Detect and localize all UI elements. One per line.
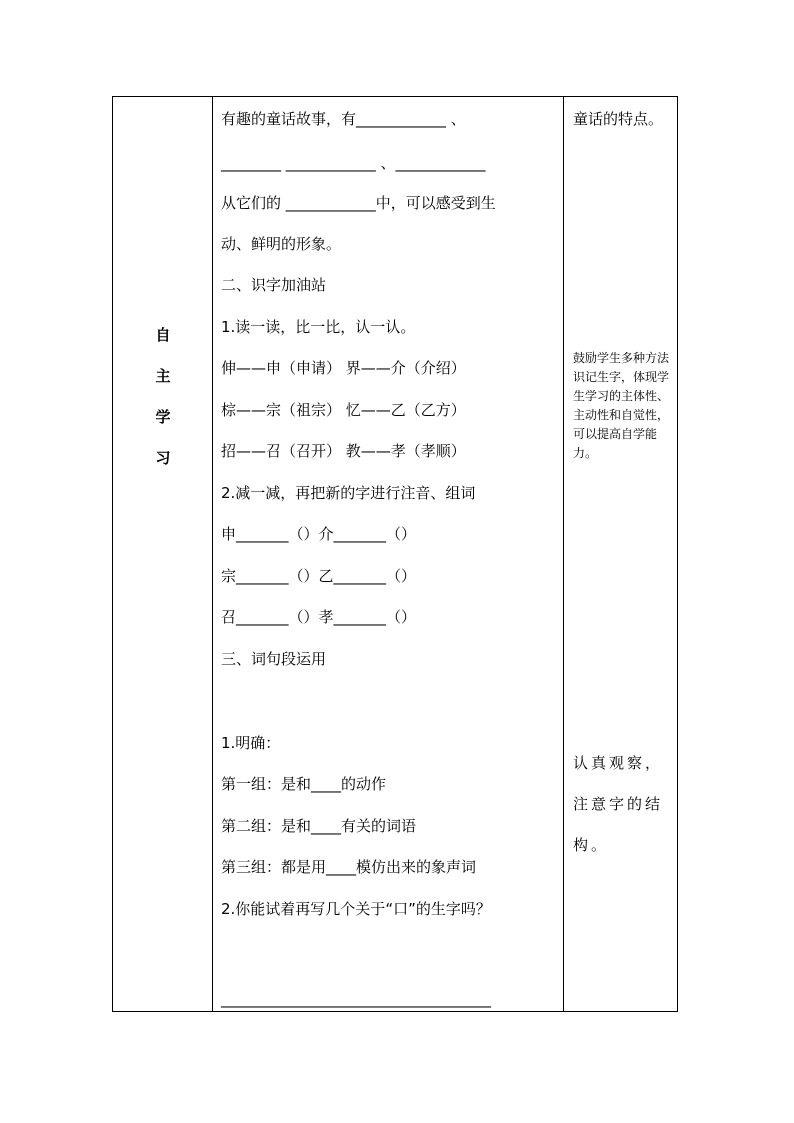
section-title-char: 学 [155, 408, 171, 426]
text-line: 从它们的 ____________中，可以感受到生 [221, 194, 496, 212]
content-column [213, 97, 563, 1011]
lesson-table [112, 96, 678, 1012]
text-line: ________ ____________ 、____________ [221, 154, 486, 172]
text-line: 伸——申（申请） 界——介（介绍） [221, 359, 466, 377]
text-line: 申_______（）介_______（） [221, 525, 417, 543]
note-text: 鼓励学生多种方法识记生字，体现学生学习的主体性、主动性和自觉性，可以提高自学能力。 [573, 351, 670, 460]
notes-column [564, 97, 678, 1011]
text-line: 2.减一减，再把新的字进行注音、组词 [221, 484, 476, 502]
note-text: 认真观察，注意字的结构。 [573, 754, 664, 854]
text-line: 第二组：是和____有关的词语 [221, 817, 417, 835]
text-line: 第三组：都是用____模仿出来的象声词 [221, 858, 477, 876]
text-line: 有趣的童话故事，有____________ 、 [221, 110, 466, 128]
text-line: 动、鲜明的形象。 [221, 235, 342, 253]
text-line: 2.你能试着再写几个关于“口”的生字吗？ [221, 900, 491, 918]
section-heading: 三、词句段运用 [221, 650, 327, 668]
section-title-char: 自 [155, 326, 171, 344]
section-title [151, 315, 175, 479]
note-text: 童话的特点。 [573, 110, 664, 128]
section-title-char: 主 [155, 367, 171, 385]
section-column [113, 97, 212, 1011]
text-line: 召_______（）孝_______（） [221, 608, 417, 626]
text-line: 棕——宗（祖宗） 忆——乙（乙方） [221, 401, 466, 419]
text-line: 1.读一读，比一比，认一认。 [221, 318, 416, 336]
text-line: ____________________________________ [221, 990, 491, 1008]
text-line: 宗_______（）乙_______（） [221, 567, 417, 585]
section-title-char: 习 [155, 449, 171, 467]
text-line: 第一组：是和____的动作 [221, 775, 387, 793]
section-heading: 二、识字加油站 [221, 276, 327, 294]
text-line: 招——召（召开） 教——孝（孝顺） [221, 442, 466, 460]
text-line: 1.明确： [221, 734, 281, 752]
